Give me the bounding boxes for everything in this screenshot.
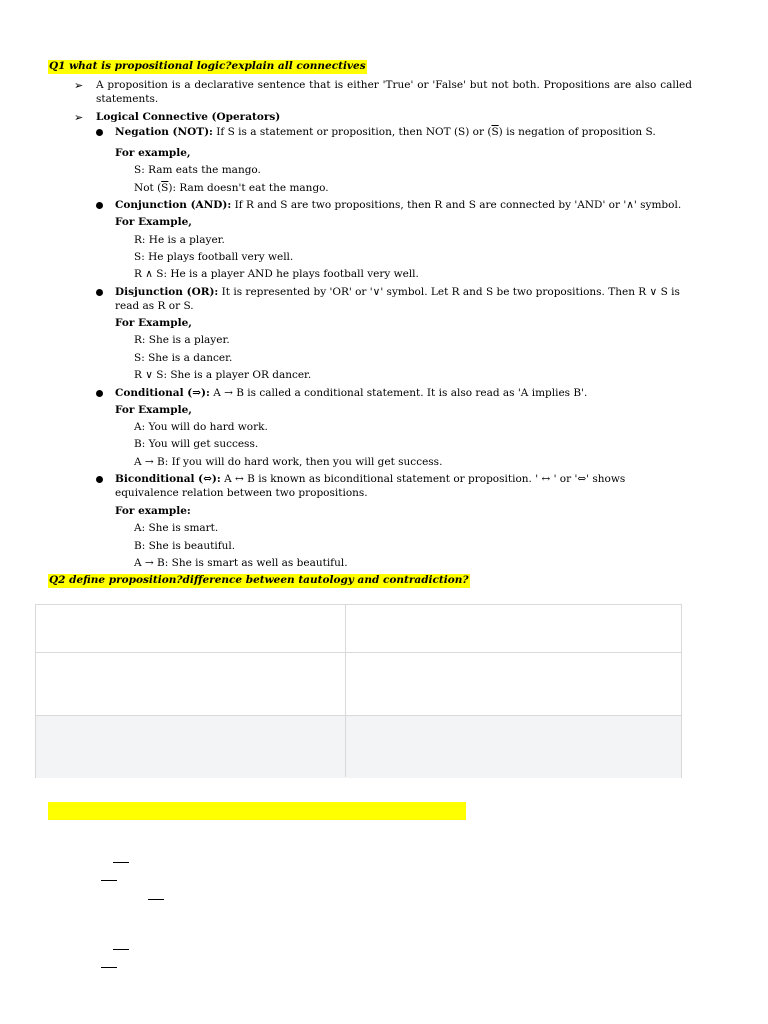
conditional-term: Conditional (⇒): bbox=[115, 387, 210, 399]
bullet-dot-icon bbox=[96, 390, 103, 397]
conditional-example-line: B: You will get success. bbox=[134, 438, 259, 450]
biconditional-example-label: For example: bbox=[115, 505, 191, 517]
connectives-heading: Logical Connective (Operators) bbox=[96, 111, 281, 123]
overline-mark bbox=[113, 862, 129, 863]
biconditional-definition: Biconditional (⇔): A ↔ B is known as biconditional statement or proposition. ' ↔ ' or '⇔' shows equivalence relation between two propositions. bbox=[115, 473, 626, 499]
table-row bbox=[36, 652, 681, 715]
biconditional-term: Biconditional (⇔): bbox=[115, 473, 221, 485]
negation-term: Negation (NOT): bbox=[115, 126, 213, 138]
conjunction-example-label: For Example, bbox=[115, 216, 192, 228]
arrow-bullet-icon: ➢ bbox=[74, 111, 84, 124]
conditional-example-label: For Example, bbox=[115, 404, 192, 416]
negation-example-label: For example, bbox=[115, 147, 191, 159]
q2-heading: Q2 define proposition?difference between tautology and contradiction? bbox=[49, 574, 469, 586]
bullet-dot-icon bbox=[96, 202, 103, 209]
comparison-table bbox=[35, 604, 682, 778]
conjunction-example-line: R: He is a player. bbox=[134, 234, 225, 246]
biconditional-example-line: A → B: She is smart as well as beautiful. bbox=[134, 557, 348, 569]
conjunction-example-line: R ∧ S: He is a player AND he plays football very well. bbox=[134, 268, 419, 280]
table-row bbox=[36, 605, 681, 652]
biconditional-example-line: A: She is smart. bbox=[134, 522, 219, 534]
overline-mark bbox=[101, 880, 117, 881]
disjunction-example-label: For Example, bbox=[115, 317, 192, 329]
conditional-example-line: A → B: If you will do hard work, then you will get success. bbox=[134, 456, 443, 468]
conditional-definition: Conditional (⇒): A → B is called a conditional statement. It is also read as 'A implies B'. bbox=[115, 387, 588, 399]
negation-symbol: $\overline{S}$ bbox=[491, 126, 499, 138]
q1-heading: Q1 what is propositional logic?explain all connectives bbox=[49, 60, 366, 72]
negation-not-line: Not $(\overline{S})$: Ram doesn't eat the mango. bbox=[134, 182, 329, 194]
table-column-divider bbox=[345, 605, 346, 777]
biconditional-example-line: B: She is beautiful. bbox=[134, 540, 236, 552]
bullet-dot-icon bbox=[96, 476, 103, 483]
overline-mark bbox=[101, 967, 117, 968]
conjunction-definition: Conjunction (AND): If R and S are two propositions, then R and S are connected by 'AND' or '∧' symbol. bbox=[115, 199, 682, 211]
disjunction-example-line: R: She is a player. bbox=[134, 334, 230, 346]
negation-definition: Negation (NOT): If S is a statement or proposition, then NOT (S) or $(\overline{S})$ is negation of proposition S. bbox=[115, 126, 656, 138]
disjunction-example-line: R ∨ S: She is a player OR dancer. bbox=[134, 369, 312, 381]
overline-mark bbox=[148, 899, 164, 900]
highlighted-blank-line bbox=[48, 802, 466, 820]
bullet-dot-icon bbox=[96, 289, 103, 296]
table-row bbox=[36, 715, 681, 778]
overline-mark bbox=[113, 949, 129, 950]
bullet-dot-icon bbox=[96, 129, 103, 136]
disjunction-definition: Disjunction (OR): It is represented by 'OR' or '∨' symbol. Let R and S be two propositions. Then R ∨ S is read as R or S. bbox=[115, 286, 680, 312]
intro-text: A proposition is a declarative sentence that is either 'True' or 'False' but not both. Propositions are also called statements. bbox=[96, 79, 692, 105]
arrow-bullet-icon: ➢ bbox=[74, 79, 84, 92]
conjunction-term: Conjunction (AND): bbox=[115, 199, 232, 211]
disjunction-example-line: S: She is a dancer. bbox=[134, 352, 233, 364]
conjunction-example-line: S: He plays football very well. bbox=[134, 251, 294, 263]
negation-example-line: S: Ram eats the mango. bbox=[134, 164, 261, 176]
disjunction-term: Disjunction (OR): bbox=[115, 286, 219, 298]
conditional-example-line: A: You will do hard work. bbox=[134, 421, 268, 433]
